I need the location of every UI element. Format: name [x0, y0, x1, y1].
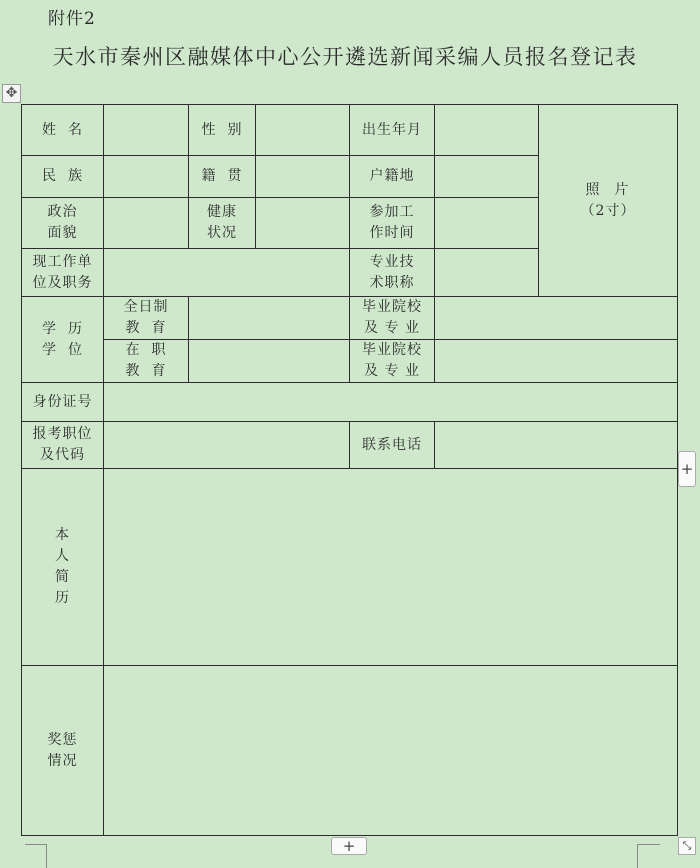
resize-diagonal-icon[interactable]: ⤡ — [678, 837, 696, 855]
label-health: 健康 状况 — [189, 198, 256, 249]
input-name[interactable] — [104, 105, 189, 156]
add-column-button[interactable]: + — [678, 451, 696, 487]
photo-label: 照 片 — [585, 181, 631, 198]
label-political: 政治 面貌 — [22, 198, 104, 249]
photo-size: （2寸） — [580, 202, 636, 219]
input-id-number[interactable] — [104, 383, 678, 422]
label-id-number: 身份证号 — [22, 383, 104, 422]
label-work-start: 参加工 作时间 — [350, 198, 435, 249]
label-origin: 籍 贯 — [189, 156, 256, 198]
input-gender[interactable] — [256, 105, 350, 156]
photo-cell[interactable] — [539, 105, 678, 297]
input-fulltime[interactable] — [189, 297, 350, 340]
move-arrows-icon[interactable]: ✥ — [2, 84, 21, 103]
label-birth: 出生年月 — [350, 105, 435, 156]
label-professional-title: 专业技 术职称 — [350, 249, 435, 297]
input-work-start[interactable] — [435, 198, 539, 249]
label-workplace: 现工作单 位及职务 — [22, 249, 104, 297]
input-health[interactable] — [256, 198, 350, 249]
label-ethnicity: 民 族 — [22, 156, 104, 198]
label-school-parttime: 毕业院校 及 专 业 — [350, 340, 435, 383]
input-school-parttime[interactable] — [435, 340, 678, 383]
attachment-label: 附件2 — [48, 9, 96, 29]
input-professional-title[interactable] — [435, 249, 539, 297]
label-phone: 联系电话 — [350, 422, 435, 469]
input-phone[interactable] — [435, 422, 678, 469]
input-resume[interactable] — [104, 469, 678, 666]
input-birth[interactable] — [435, 105, 539, 156]
label-fulltime: 全日制 教 育 — [104, 297, 189, 340]
registration-form-table — [21, 104, 678, 836]
page-corner-mark-left — [25, 844, 47, 868]
document-title: 天水市秦州区融媒体中心公开遴选新闻采编人员报名登记表 — [52, 45, 638, 69]
label-hukou: 户籍地 — [350, 156, 435, 198]
label-school-fulltime: 毕业院校 及 专 业 — [350, 297, 435, 340]
input-school-fulltime[interactable] — [435, 297, 678, 340]
input-workplace[interactable] — [104, 249, 350, 297]
label-name: 姓 名 — [22, 105, 104, 156]
input-hukou[interactable] — [435, 156, 539, 198]
input-parttime[interactable] — [189, 340, 350, 383]
input-political[interactable] — [104, 198, 189, 249]
label-resume: 本 人 简 历 — [22, 469, 104, 666]
page-corner-mark-right — [637, 844, 660, 868]
input-awards[interactable] — [104, 666, 678, 836]
add-row-button[interactable]: + — [331, 837, 367, 855]
label-awards: 奖惩 情况 — [22, 666, 104, 836]
label-position: 报考职位 及代码 — [22, 422, 104, 469]
input-origin[interactable] — [256, 156, 350, 198]
input-position[interactable] — [104, 422, 350, 469]
label-education: 学 历 学 位 — [22, 297, 104, 383]
label-gender: 性 别 — [189, 105, 256, 156]
input-ethnicity[interactable] — [104, 156, 189, 198]
label-parttime: 在 职 教 育 — [104, 340, 189, 383]
